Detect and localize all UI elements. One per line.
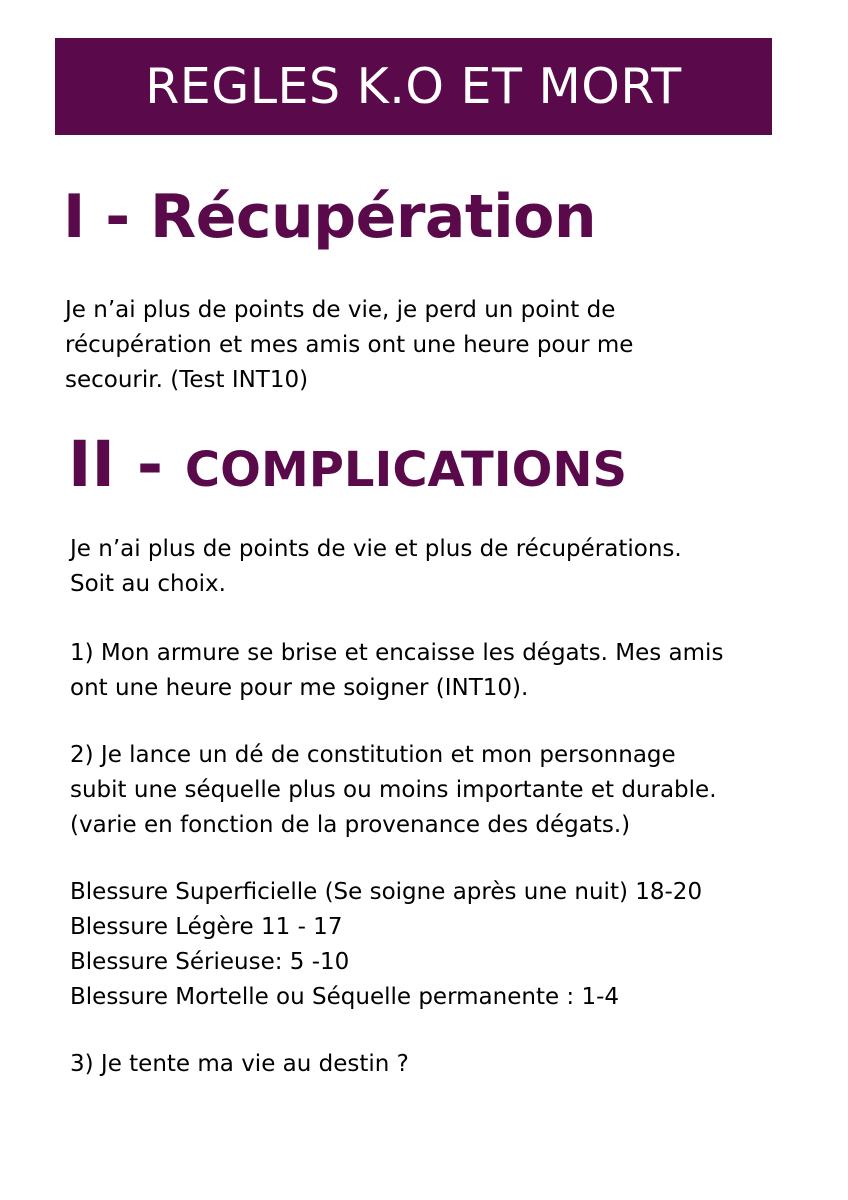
paragraph-line: subit une séquelle plus ou moins importante et durable. <box>70 777 717 803</box>
recuperation-paragraph <box>65 293 633 398</box>
paragraph-line: 2) Je lance un dé de constitution et mon personnage <box>70 742 676 768</box>
section-numeral: II - <box>68 428 185 501</box>
paragraph-line: ont une heure pour me soigner (INT10). <box>70 675 529 701</box>
complications-intro <box>70 532 682 602</box>
injury-item-legere: Blessure Légère 11 - 17 <box>70 914 343 940</box>
paragraph-line: (varie en fonction de la provenance des dégats.) <box>70 812 631 838</box>
section-title-word: COMPLICATIONS <box>184 442 628 498</box>
injury-item-mortelle: Blessure Mortelle ou Séquelle permanente : 1-4 <box>70 984 620 1010</box>
section-heading-complications <box>68 428 627 501</box>
injury-item-serieuse: Blessure Sérieuse: 5 -10 <box>70 949 350 975</box>
injury-item-superficielle: Blessure Superficielle (Se soigne après une nuit) 18-20 <box>70 879 703 905</box>
option-1-paragraph <box>70 636 723 706</box>
paragraph-line: Je n’ai plus de points de vie et plus de récupérations. <box>70 536 682 562</box>
paragraph-line: Je n’ai plus de points de vie, je perd un point de <box>65 297 616 323</box>
title-banner <box>55 38 772 135</box>
injury-list <box>70 875 702 1015</box>
paragraph-line: 1) Mon armure se brise et encaisse les dégats. Mes amis <box>70 640 724 666</box>
paragraph-line: 3) Je tente ma vie au destin ? <box>70 1051 409 1077</box>
page-title: REGLES K.O ET MORT <box>145 58 682 115</box>
option-3-paragraph <box>70 1047 409 1082</box>
paragraph-line: Soit au choix. <box>70 571 226 597</box>
paragraph-line: récupération et mes amis ont une heure pour me <box>65 332 634 358</box>
section-heading-recuperation: I - Récupération <box>63 182 597 252</box>
option-2-paragraph <box>70 738 717 843</box>
paragraph-line: secourir. (Test INT10) <box>65 367 309 393</box>
